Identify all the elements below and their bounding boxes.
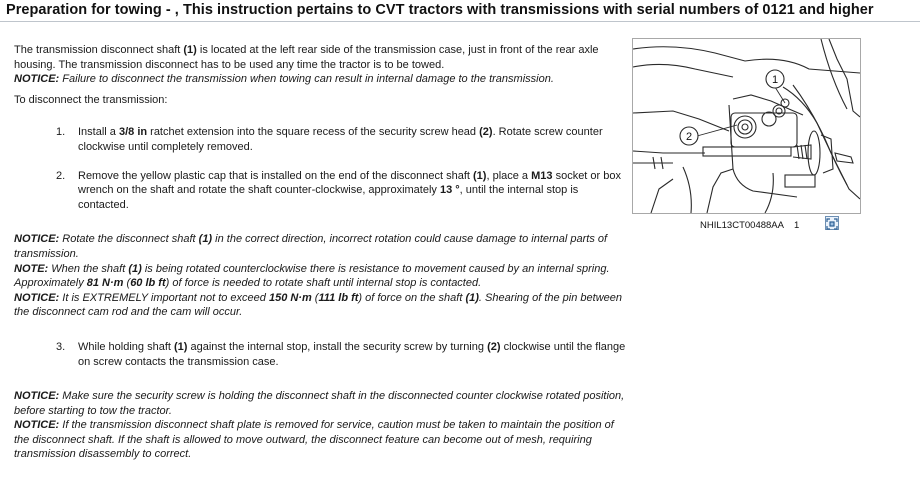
notes-block-b: [14, 389, 631, 462]
notes-block-a: [14, 232, 631, 320]
step-text: ratchet extension into the square recess of the security screw head: [147, 126, 480, 139]
note-text: If the transmission disconnect shaft plate is removed for service, caution must be taken to maintain the position of the disconnect shaft. If the shaft is allowed to move outward, the disconnect feature can become out of mesh, requiring transmission disassembly to correct.: [14, 419, 614, 461]
note-text: Rotate the disconnect shaft: [59, 233, 199, 246]
note-text: (: [311, 291, 319, 304]
step-bold: (1): [473, 169, 487, 182]
step-bold: 13 °: [439, 184, 460, 197]
step-text: clockwise until the flange on screw contacts the transmission case.: [78, 340, 626, 368]
step-2: [14, 169, 631, 213]
notice-label: NOTICE:: [14, 419, 60, 432]
note-bold: 81 N·m: [86, 277, 124, 290]
notice-label: NOTICE:: [14, 291, 60, 304]
step-text: Remove the yellow plastic cap that is installed on the end of the disconnect shaft: [78, 169, 474, 182]
step-1: [14, 125, 631, 154]
note-bold: 111 lb ft: [318, 291, 359, 304]
step-bold: (2): [479, 126, 493, 139]
step-number: 3.: [56, 340, 66, 353]
page-title: Preparation for towing - , This instruction pertains to CVT tractors with transmissions with serial numbers of 0121 and higher: [6, 2, 874, 18]
page-header: [0, 0, 920, 22]
callout-2-label: 2: [685, 131, 693, 143]
step-text: While holding shaft: [78, 340, 174, 353]
note-text: in the correct direction, incorrect rotation could cause damage to internal parts of transmission.: [14, 233, 608, 260]
ref-shaft-1: (1): [183, 44, 197, 56]
note-text: ) of force on the shaft: [358, 291, 466, 304]
note-text: . Shearing of the pin between the disconnect cam rod and the cam will occur.: [14, 291, 622, 319]
zoom-expand-icon[interactable]: [825, 216, 839, 230]
lead-text: To disconnect the transmission:: [14, 93, 168, 106]
step-text: , place a: [486, 169, 532, 182]
figure-caption: [700, 220, 799, 231]
notice-label: NOTICE:: [14, 233, 60, 246]
step-3: [14, 340, 631, 369]
step-bold: 3/8 in: [118, 126, 148, 139]
notice-label: NOTICE:: [14, 73, 60, 86]
step-text: . Rotate screw counter clockwise until completely removed.: [78, 126, 603, 153]
note-text: Make sure the security screw is holding the disconnect shaft in the disconnected counter clockwise rotated position, before starting to tow the tractor.: [14, 390, 625, 417]
note-label: NOTE:: [14, 262, 49, 275]
note-text: is being rotated counterclockwise there is resistance to movement caused by an internal spring. Approximately: [14, 262, 610, 290]
notice-text: Failure to disconnect the transmission when towing can result in internal damage to the transmission.: [59, 73, 554, 86]
instruction-body: [14, 43, 631, 462]
step-text: socket or box wrench on the shaft and rotate the shaft counter-clockwise, approximately: [78, 169, 621, 197]
callout-1-label: 1: [771, 74, 779, 86]
note-bold: 60 lb ft: [130, 277, 166, 290]
step-number: 2.: [56, 169, 66, 182]
note-bold: 150 N·m: [268, 291, 312, 304]
note-bold: (1): [128, 262, 142, 275]
intro-paragraph: [14, 43, 631, 87]
note-bold: (1): [465, 291, 479, 304]
figure-number: 1: [793, 220, 800, 231]
note-text: It is EXTREMELY important not to exceed: [59, 291, 269, 304]
step-text: against the internal stop, install the security screw by turning: [187, 340, 488, 353]
step-text: , until the internal stop is contacted.: [78, 184, 579, 211]
step-number: 1.: [56, 126, 66, 139]
note-text: When the shaft: [48, 262, 129, 275]
disconnect-shaft-drawing: [633, 39, 860, 213]
expand-arrows-icon: [826, 218, 838, 230]
note-bold: (1): [198, 233, 213, 246]
note-text: (: [123, 277, 131, 290]
notice-label: NOTICE:: [14, 390, 60, 403]
transmission-illustration: [632, 38, 861, 214]
intro-text: is located at the left rear side of the transmission case, just in front of the rear axle housing. The transmission disconnect has to be used any time the tractor is to be towed.: [14, 44, 599, 71]
notice-towing: [14, 73, 554, 85]
step-bold: (1): [174, 340, 188, 353]
step-bold: (2): [487, 340, 501, 353]
step-text: Install a: [78, 126, 119, 139]
step-bold: M13: [531, 169, 553, 182]
figure-id: NHIL13CT00488AA: [700, 220, 784, 231]
note-text: ) of force is needed to rotate shaft until internal stop is contacted.: [165, 277, 482, 290]
intro-text: The transmission disconnect shaft: [14, 44, 184, 56]
